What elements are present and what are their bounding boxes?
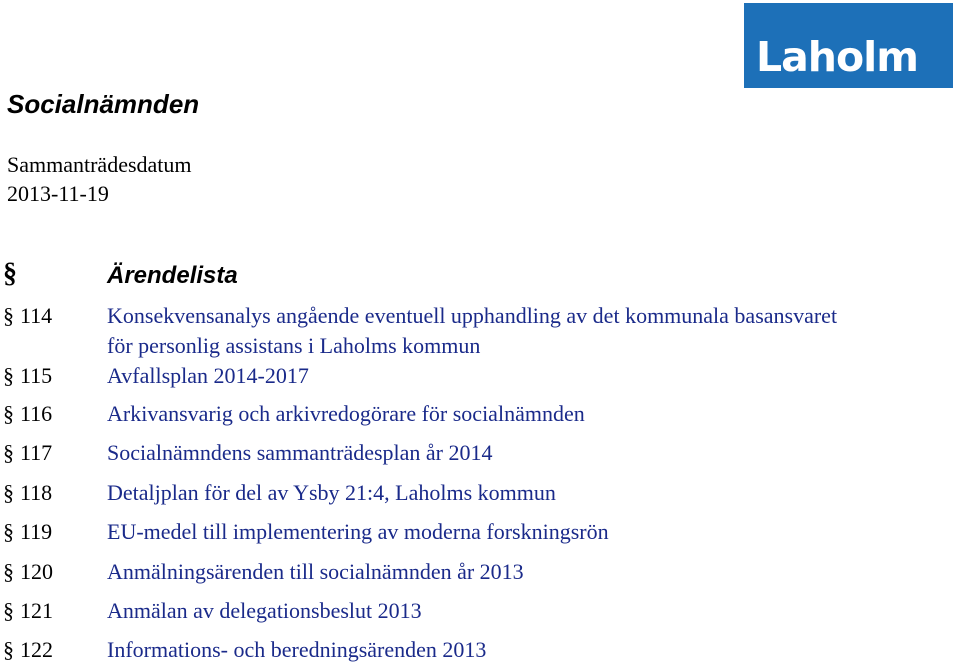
item-number: § 120 <box>3 559 53 584</box>
agenda-item <box>0 361 960 395</box>
item-number: § 114 <box>3 303 53 328</box>
item-title: Anmälan av delegationsbeslut 2013 <box>107 598 422 623</box>
item-title: Informations- och beredningsärenden 2013 <box>107 637 487 662</box>
item-number: § 115 <box>3 363 53 388</box>
agenda-title: Ärendelista <box>107 262 238 289</box>
logo-text: Laholm <box>756 33 918 81</box>
item-number: § 116 <box>3 401 53 426</box>
agenda-item <box>0 635 960 669</box>
item-number: § 117 <box>3 440 53 465</box>
item-title: Socialnämndens sammanträdesplan år 2014 <box>107 440 493 465</box>
item-number: § 122 <box>3 637 53 662</box>
agenda-item <box>0 438 960 472</box>
agenda-item <box>0 478 960 512</box>
item-title: Konsekvensanalys angående eventuell upphandling av det kommunala basansvaret för personlig assistans i Laholms kommun <box>107 303 838 358</box>
agenda-item <box>0 301 960 358</box>
committee-name: Socialnämnden <box>7 89 200 119</box>
meeting-date-value: 2013-11-19 <box>7 181 109 206</box>
agenda-item <box>0 596 960 630</box>
agenda-item <box>0 399 960 433</box>
item-title: Avfallsplan 2014-2017 <box>107 363 309 388</box>
item-number: § 119 <box>3 519 53 544</box>
agenda-item <box>0 517 960 551</box>
item-title: Detaljplan för del av Ysby 21:4, Laholms kommun <box>107 480 556 505</box>
agenda-item <box>0 557 960 591</box>
meeting-date-label: Sammanträdesdatum <box>7 152 192 177</box>
item-number: § 118 <box>3 480 53 505</box>
item-title: Anmälningsärenden till socialnämnden år 2013 <box>107 559 524 584</box>
item-number: § 121 <box>3 598 53 623</box>
section-symbol: § <box>3 258 17 289</box>
item-title: EU-medel till implementering av moderna forskningsrön <box>107 519 609 544</box>
item-title: Arkivansvarig och arkivredogörare för socialnämnden <box>107 401 585 426</box>
